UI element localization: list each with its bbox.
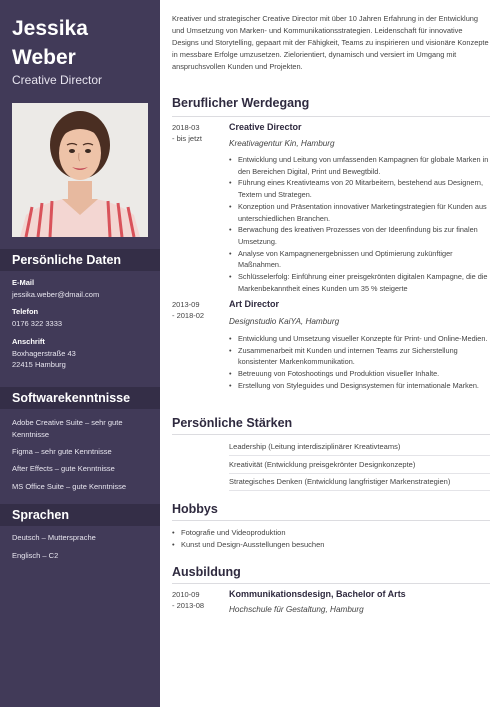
job-company: Kreativagentur Kin, Hamburg	[229, 139, 335, 148]
email-value: jessika.weber@dmail.com	[12, 290, 100, 299]
experience-heading: Beruflicher Werdegang	[172, 96, 310, 110]
software-item: Adobe Creative Suite – sehr gute Kenntnisse	[12, 418, 123, 439]
portrait-photo	[12, 103, 148, 237]
strength-item: Leadership (Leitung interdisziplinärer Kreativteams)	[229, 442, 401, 451]
item-divider	[229, 455, 490, 456]
job-responsibilities	[229, 154, 491, 294]
list-item: • Schlüsselerfolg: Einführung einer preisgekrönten digitalen Kampagne, die die Markenbekanntheit eines Kunden um 35 % steigerte	[229, 271, 491, 294]
education-date-to: - 2013-08	[172, 601, 205, 610]
sidebar	[0, 0, 160, 707]
strengths-heading: Persönliche Stärken	[172, 416, 293, 430]
job-title: Creative Director	[229, 122, 302, 132]
section-divider	[172, 116, 490, 117]
list-item: • Konzeption und Präsentation innovativer Marketingstrategien für Kunden aus unterschiedlichen Branchen.	[229, 201, 491, 224]
phone-label: Telefon	[12, 307, 39, 316]
address-label: Anschrift	[12, 337, 45, 346]
software-item: MS Office Suite – gute Kenntnisse	[12, 482, 127, 491]
item-divider	[229, 473, 490, 474]
language-item: Deutsch – Muttersprache	[12, 533, 96, 542]
school-name: Hochschule für Gestaltung, Hamburg	[229, 605, 364, 614]
section-divider	[172, 520, 490, 521]
degree-title: Kommunikationsdesign, Bachelor of Arts	[229, 589, 406, 599]
list-item: • Betreuung von Fotoshootings und Produktion visueller Inhalte.	[229, 368, 491, 380]
phone-value: 0176 322 3333	[12, 319, 63, 328]
list-item: • Entwicklung und Umsetzung visueller Konzepte für Print- und Online-Medien.	[229, 333, 491, 345]
email-label: E-Mail	[12, 278, 35, 287]
section-divider	[172, 583, 490, 584]
strength-item: Strategisches Denken (Entwicklung langfristiger Markenstrategien)	[229, 477, 451, 486]
main-content	[160, 0, 500, 707]
software-item: After Effects – gute Kenntnisse	[12, 464, 115, 473]
list-item: • Erstellung von Styleguides und Designsystemen für internationale Marken.	[229, 380, 491, 392]
last-name: Weber	[12, 46, 76, 69]
language-item: Englisch – C2	[12, 551, 59, 560]
section-divider	[172, 434, 490, 435]
job-date-from: 2013-09	[172, 300, 200, 309]
personal-data-heading: Persönliche Daten	[0, 249, 160, 271]
job-date-from: 2018-03	[172, 123, 200, 132]
job-date-to: - 2018-02	[172, 311, 205, 320]
hobbies-heading: Hobbys	[172, 502, 218, 516]
list-item: • Kunst und Design-Ausstellungen besuchen	[172, 539, 490, 551]
job-date	[172, 299, 204, 321]
candidate-role: Creative Director	[12, 73, 103, 87]
list-item: • Führung eines Kreativteams von 20 Mitarbeitern, bestehend aus Designern, Textern und Strategen.	[229, 177, 491, 200]
address-line-1: Boxhagerstraße 43	[12, 349, 76, 358]
first-name: Jessika	[12, 17, 88, 40]
candidate-name	[12, 14, 88, 72]
strength-item: Kreativität (Entwicklung preisgekrönter Designkonzepte)	[229, 460, 416, 469]
job-responsibilities	[229, 333, 491, 392]
profile-summary: Kreativer und strategischer Creative Director mit über 10 Jahren Erfahrung in der Entwicklung und Umsetzung von Marken- und Kommunikationsstrategien. Leidenschaft für innovative Designs und Storytelling, gepaart mit der Fähigkeit, Teams zu inspirieren und visionäre Konzepte in messbare Erfolge umzusetzen. Zielorientiert, dynamisch und versiert im Umgang mit anspruchsvollen Kunden und Projekten.	[172, 14, 489, 71]
education-heading: Ausbildung	[172, 565, 241, 579]
list-item: • Fotografie und Videoproduktion	[172, 527, 490, 539]
list-item: • Entwicklung und Leitung von umfassenden Kampagnen für globale Marken in den Bereichen Digital, Print und Bewegtbild.	[229, 154, 491, 177]
list-item: • Zusammenarbeit mit Kunden und internen Teams zur Sicherstellung konsistenter Markenkommunikation.	[229, 345, 491, 368]
item-divider	[229, 490, 490, 491]
list-item: • Analyse von Kampagnenergebnissen und Optimierung zukünftiger Maßnahmen.	[229, 248, 491, 271]
job-company: Designstudio KaiYA, Hamburg	[229, 317, 340, 326]
address-line-2: 22415 Hamburg	[12, 360, 66, 369]
job-title: Art Director	[229, 299, 280, 309]
job-date	[172, 122, 202, 144]
education-date	[172, 589, 204, 611]
languages-heading: Sprachen	[0, 504, 160, 526]
software-heading: Softwarekenntnisse	[0, 387, 160, 409]
hobbies-list	[172, 527, 490, 551]
job-date-to: - bis jetzt	[172, 134, 203, 143]
software-item: Figma – sehr gute Kenntnisse	[12, 447, 112, 456]
education-date-from: 2010-09	[172, 590, 200, 599]
list-item: • Berwachung des kreativen Prozesses von der Ideenfindung bis zur finalen Umsetzung.	[229, 224, 491, 247]
